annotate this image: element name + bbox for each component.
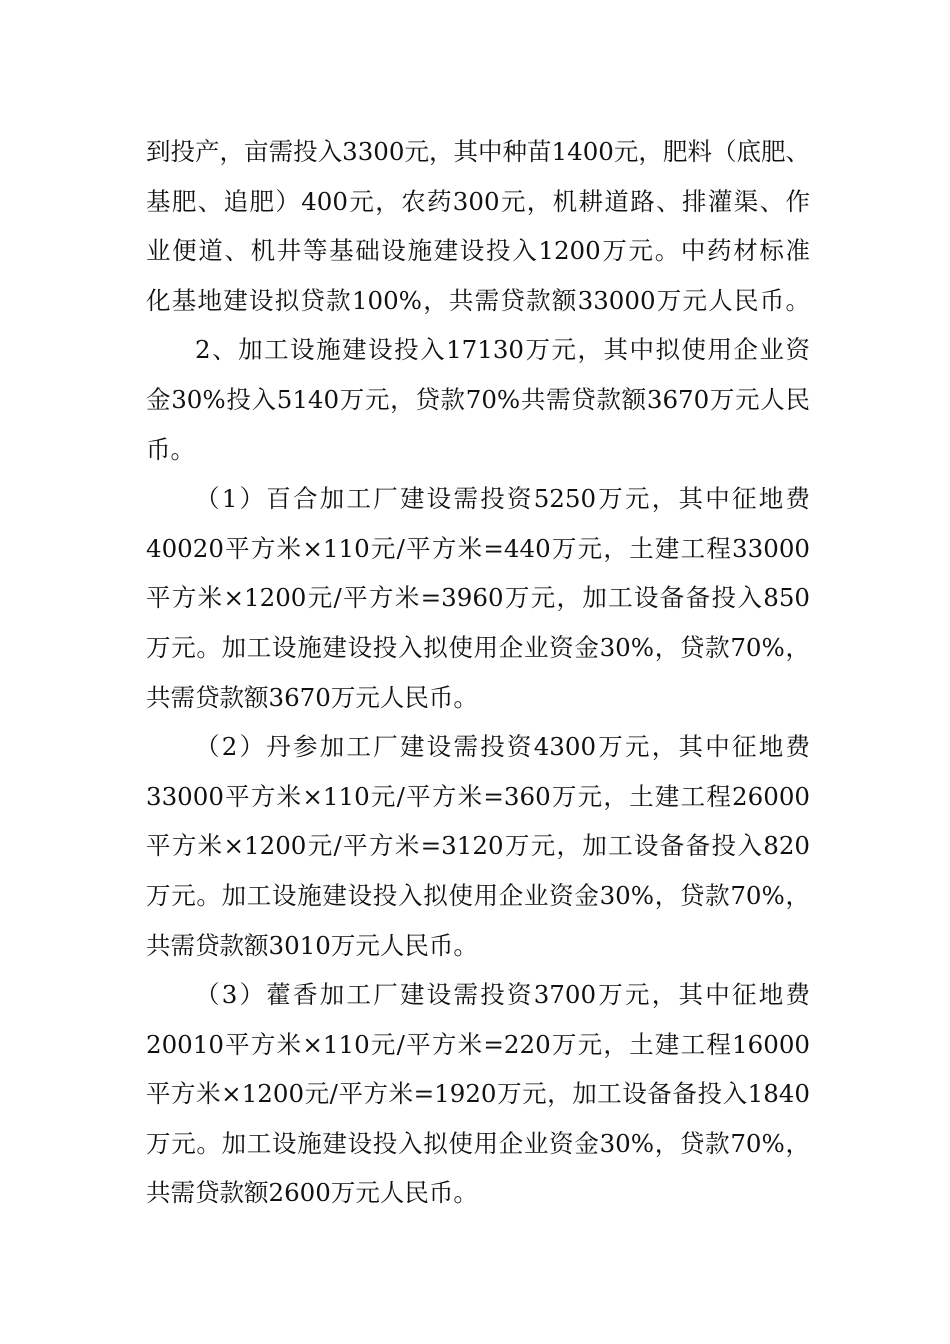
text-line: （1）百合加工厂建设需投资5250万元，其中征地费	[195, 484, 810, 514]
text-line: 共需贷款额3670万元人民币。	[146, 682, 478, 712]
paragraph-lily-plant	[146, 474, 810, 722]
text-line: 化基地建设拟贷款100%，共需贷款额33000万元人民币。	[146, 285, 810, 315]
text-line: 40020平方米×110元/平方米=440万元，土建工程33000	[146, 533, 810, 563]
text-line: 33000平方米×110元/平方米=360万元，土建工程26000	[146, 781, 810, 811]
document-body	[146, 127, 810, 1218]
text-line: 2、加工设施建设投入17130万元，其中拟使用企业资	[195, 335, 810, 365]
paragraph-huoxiang-plant	[146, 970, 810, 1218]
paragraph-processing-facilities	[146, 325, 810, 474]
text-line: 平方米×1200元/平方米=3120万元，加工设备备投入820	[146, 831, 810, 861]
paragraph-danshen-plant	[146, 722, 810, 970]
text-line: 业便道、机井等基础设施建设投入1200万元。中药材标准	[146, 236, 810, 266]
text-line: （2）丹参加工厂建设需投资4300万元，其中征地费	[195, 732, 810, 762]
text-line: 万元。加工设施建设投入拟使用企业资金30%，贷款70%，	[146, 1128, 810, 1158]
text-line: 到投产，亩需投入3300元，其中种苗1400元，肥料（底肥、	[146, 137, 810, 166]
text-line: 币。	[146, 434, 195, 464]
text-line: 平方米×1200元/平方米=1920万元，加工设备备投入1840	[146, 1079, 810, 1109]
text-line: 基肥、追肥）400元，农药300元，机耕道路、排灌渠、作	[146, 186, 810, 216]
text-line: （3）藿香加工厂建设需投资3700万元，其中征地费	[195, 980, 810, 1010]
text-line: 共需贷款额2600万元人民币。	[146, 1178, 478, 1208]
paragraph-base-investment	[146, 127, 810, 325]
text-line: 20010平方米×110元/平方米=220万元，土建工程16000	[146, 1029, 810, 1059]
text-line: 金30%投入5140万元，贷款70%共需贷款额3670万元人民	[146, 384, 810, 414]
text-line: 万元。加工设施建设投入拟使用企业资金30%，贷款70%，	[146, 880, 810, 910]
text-line: 共需贷款额3010万元人民币。	[146, 930, 478, 960]
text-line: 平方米×1200元/平方米=3960万元，加工设备备投入850	[146, 583, 810, 613]
text-line: 万元。加工设施建设投入拟使用企业资金30%，贷款70%，	[146, 632, 810, 662]
